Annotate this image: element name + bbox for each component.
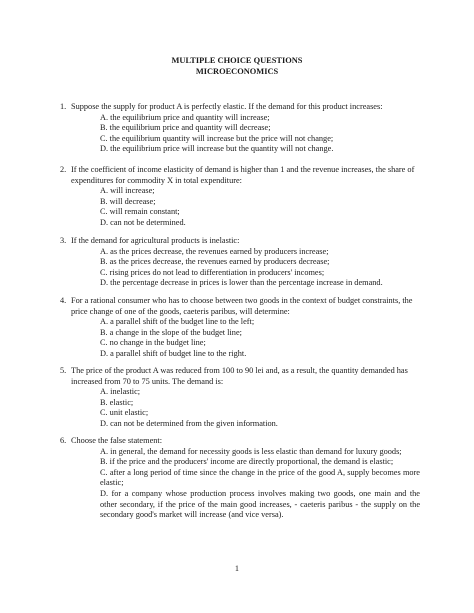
page-number: 1 xyxy=(234,564,240,573)
answer-option-d: D. the equilibrium price will increase but the quantity will not change. xyxy=(100,144,334,154)
question-stem: Suppose the supply for product A is perfectly elastic. If the demand for this product increases: xyxy=(71,102,383,111)
question-number: 2. xyxy=(60,165,67,174)
answer-option-c: C. unit elastic; xyxy=(100,408,149,418)
answer-option-b: B. if the price and the producers' income are directly proportional, the demand is elastic; xyxy=(100,457,394,467)
question-number: 1. xyxy=(60,102,67,111)
question-number: 3. xyxy=(60,236,67,245)
answer-option-d: D. can not be determined from the given information. xyxy=(100,418,278,428)
question-4 xyxy=(60,296,420,360)
question-5 xyxy=(60,366,420,430)
question-stem: If the demand for agricultural products is inelastic: xyxy=(71,236,240,245)
answer-option-c: C. after a long period of time since the change in the price of the good A, supply becomes more elastic; xyxy=(100,467,420,488)
answer-option-b: B. as the prices decrease, the revenues earned by producers decrease; xyxy=(100,257,330,267)
question-2 xyxy=(60,165,420,229)
answer-option-a: A. inelastic; xyxy=(100,387,141,397)
question-number: 4. xyxy=(60,296,67,305)
answer-option-a: A. as the prices decrease, the revenues earned by producers increase; xyxy=(100,246,329,256)
document-header xyxy=(0,55,474,77)
question-6 xyxy=(60,436,420,521)
answer-option-d: D. for a company whose production process involves making two goods, one main and the other secondary, if the price of the main good increases, - caeteris paribus - the supply on the secondary good's market will increase (and vice versa). xyxy=(100,488,420,520)
question-number: 5. xyxy=(60,366,67,375)
answer-option-b: B. the equilibrium price and quantity will decrease; xyxy=(100,123,271,133)
answer-option-d: D. can not be determined. xyxy=(100,217,186,227)
answer-option-d: D. the percentage decrease in prices is lower than the percentage increase in demand. xyxy=(100,278,383,288)
question-3 xyxy=(60,236,420,289)
question-stem: Choose the false statement: xyxy=(71,436,163,445)
answer-option-c: C. rising prices do not lead to differentiation in producers' incomes; xyxy=(100,267,325,277)
answer-option-c: C. the equilibrium quantity will increase but the price will not change; xyxy=(100,133,334,143)
answer-option-a: A. the equilibrium price and quantity will increase; xyxy=(100,112,270,122)
answer-option-a: A. in general, the demand for necessity goods is less elastic than demand for luxury goods; xyxy=(100,446,402,456)
document-subtitle: MICROECONOMICS xyxy=(195,67,279,76)
answer-option-b: B. elastic; xyxy=(100,397,134,407)
answer-option-d: D. a parallel shift of budget line to the right. xyxy=(100,348,247,358)
answer-option-c: C. no change in the budget line; xyxy=(100,338,206,348)
document-title: MULTIPLE CHOICE QUESTIONS xyxy=(171,56,303,65)
answer-option-a: A. will increase; xyxy=(100,186,155,196)
question-1 xyxy=(60,102,420,155)
question-stem: If the coefficient of income elasticity of demand is higher than 1 and the revenue increases, the share of expenditures for commodity X in total expenditure: xyxy=(71,165,415,185)
answer-option-b: B. a change in the slope of the budget line; xyxy=(100,327,242,337)
question-stem: For a rational consumer who has to choose between two goods in the context of budget constraints, the price change of one of the goods, caeteris paribus, will determine: xyxy=(71,296,413,316)
answer-option-b: B. will decrease; xyxy=(100,196,156,206)
answer-option-c: C. will remain constant; xyxy=(100,207,180,217)
question-number: 6. xyxy=(60,436,67,445)
question-stem: The price of the product A was reduced from 100 to 90 lei and, as a result, the quantity demanded has increased from 70 to 75 units. The demand is: xyxy=(71,366,408,386)
answer-option-a: A. a parallel shift of the budget line to the left; xyxy=(100,317,255,327)
